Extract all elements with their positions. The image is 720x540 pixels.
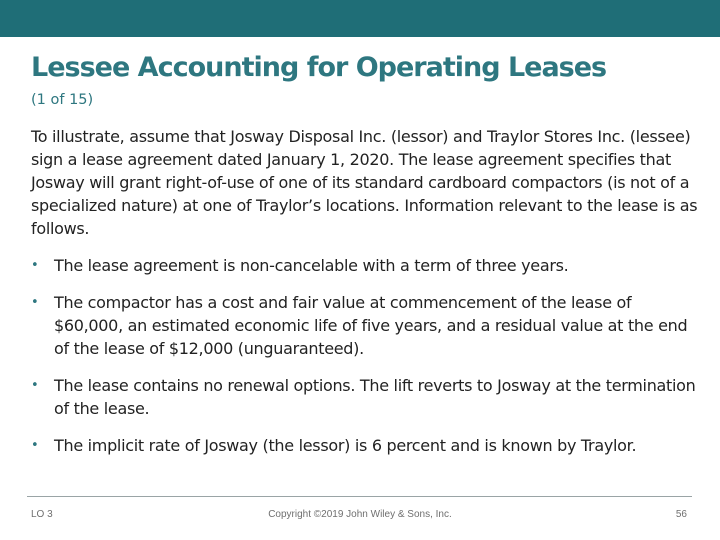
bullet-text: The lease contains no renewal options. The lift reverts to Josway at the termination of the lease. — [54, 376, 696, 418]
bullet-item — [31, 291, 701, 360]
slide-body — [31, 125, 701, 457]
header-band — [0, 0, 720, 37]
slide-title: Lessee Accounting for Operating Leases — [31, 52, 607, 83]
bullet-text: The compactor has a cost and fair value at commencement of the lease of $60,000, an estimated economic life of five years, and a residual value at the end of the lease of $12,000 (unguaranteed). — [54, 293, 688, 358]
learning-objective-label: LO 3 — [31, 509, 53, 520]
footer-divider — [27, 496, 692, 497]
bullet-item — [31, 254, 701, 277]
bullet-icon: • — [31, 258, 39, 273]
slide-subtitle: (1 of 15) — [31, 92, 94, 108]
copyright-notice: Copyright ©2019 John Wiley & Sons, Inc. — [268, 509, 452, 520]
bullet-item — [31, 434, 701, 457]
bullet-text: The lease agreement is non-cancelable with a term of three years. — [54, 256, 569, 275]
bullet-list — [31, 254, 701, 457]
bullet-icon: • — [31, 438, 39, 453]
bullet-icon: • — [31, 378, 39, 393]
intro-paragraph: To illustrate, assume that Josway Disposal Inc. (lessor) and Traylor Stores Inc. (lessee) sign a lease agreement dated January 1, 2020. The lease agreement specifies that Josway will grant right-of-use of one of its standard cardboard compactors (is not of a specialized nature) at one of Traylor’s locations. Information relevant to the lease is as follows. — [31, 127, 698, 238]
page-number: 56 — [675, 509, 687, 520]
bullet-icon: • — [31, 295, 39, 310]
bullet-text: The implicit rate of Josway (the lessor) is 6 percent and is known by Traylor. — [54, 436, 637, 455]
bullet-item — [31, 374, 701, 420]
